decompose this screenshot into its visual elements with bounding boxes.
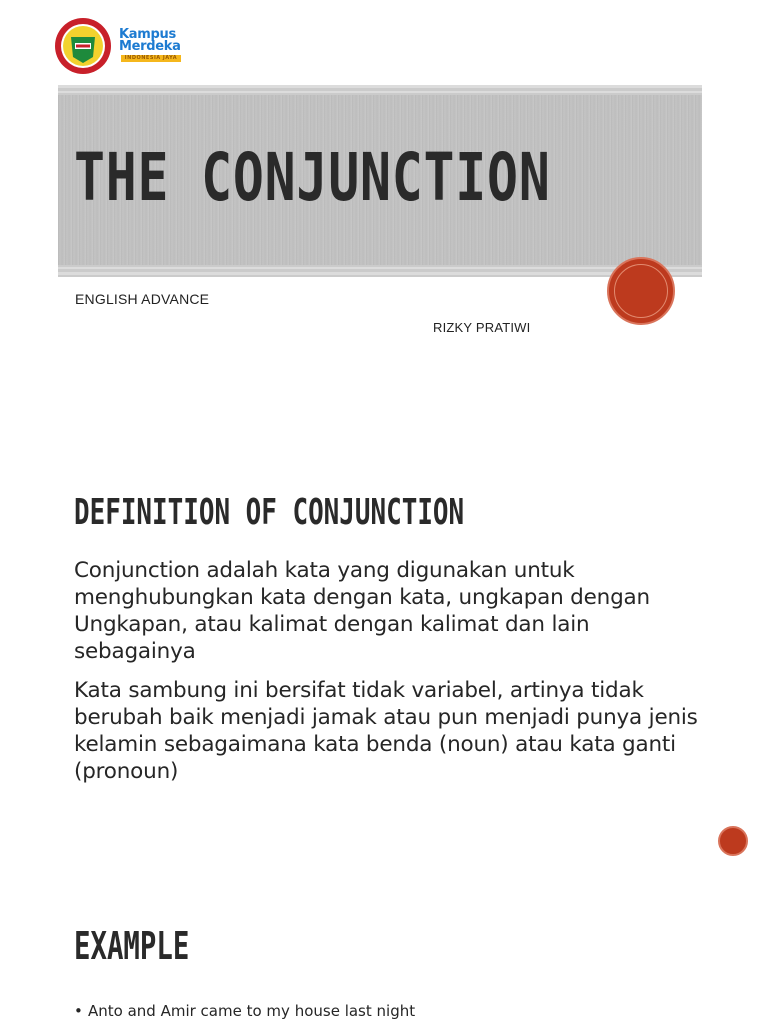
- title-band-top-rule: [58, 85, 702, 88]
- kampus-logo-line2: Merdeka: [119, 39, 181, 54]
- red-circle-small-decoration: [718, 826, 748, 856]
- definition-paragraph-2: Kata sambung ini bersifat tidak variabel, artinya tidak berubah baik menjadi jamak atau pun menjadi punya jenis kelamin sebagaimana kata benda (noun) atau kata ganti (pronoun): [74, 678, 698, 784]
- example-heading: EXAMPLE: [74, 924, 190, 968]
- title-band-bottom-rule: [58, 267, 702, 269]
- kampus-logo-line1: Kampus: [119, 27, 176, 42]
- definition-heading: DEFINITION OF CONJUNCTION: [74, 492, 465, 533]
- definition-paragraph-1: Conjunction adalah kata yang digunakan untuk menghubungkan kata dengan kata, ungkapan dengan Ungkapan, atau kalimat dengan kalimat dan lain sebagainya: [74, 558, 650, 664]
- slide-main-title: THE CONJUNCTION: [74, 139, 551, 216]
- bullet-dot-icon: •: [74, 1002, 83, 1020]
- slide-title: [0, 0, 768, 410]
- kampus-merdeka-logo: [117, 24, 187, 68]
- title-band-bottom-rule-2: [58, 272, 702, 275]
- red-circle-inner-ring: [614, 264, 668, 318]
- title-band: [58, 85, 702, 277]
- course-subtitle: ENGLISH ADVANCE: [75, 291, 210, 307]
- kampus-logo-tag: INDONESIA JAYA: [121, 55, 181, 62]
- list-item-text: Anto and Amir came to my house last night: [88, 1002, 416, 1020]
- institution-seal-logo: [54, 17, 112, 75]
- example-list: [74, 1000, 415, 1022]
- title-band-top-rule-2: [58, 91, 702, 93]
- red-circle-decoration: [607, 257, 675, 325]
- author-name: RIZKY PRATIWI: [433, 320, 531, 335]
- list-item: [74, 1000, 415, 1022]
